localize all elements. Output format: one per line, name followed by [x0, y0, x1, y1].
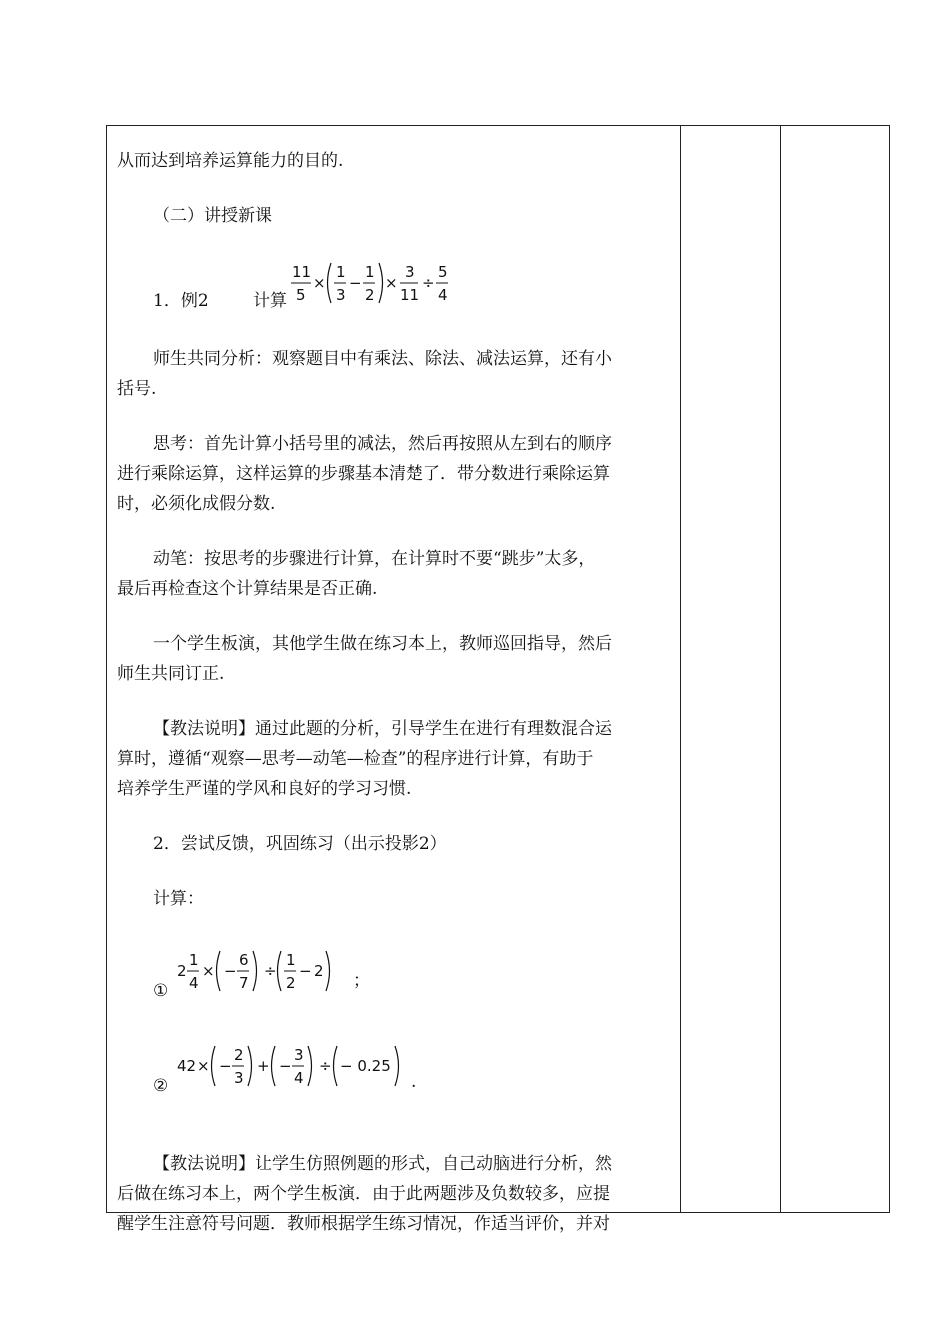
decimal-value: − 0.25	[340, 1057, 391, 1075]
divide-sign: ÷	[264, 962, 277, 980]
fraction-denominator: 2	[365, 286, 375, 304]
text-line: 思考：首先计算小括号里的减法，然后再按照从左到右的顺序	[153, 434, 612, 454]
problem-2-formula	[175, 1041, 405, 1093]
plus-sign: +	[257, 1057, 270, 1075]
problem-1	[153, 946, 673, 1006]
text-line: 括号.	[117, 379, 157, 399]
integer-two: 2	[314, 962, 324, 980]
times-sign: ×	[313, 274, 326, 292]
minus-sign: −	[349, 274, 362, 292]
text-line: 一个学生板演，其他学生做在练习本上，教师巡回指导，然后	[153, 634, 612, 654]
problem-1-formula	[175, 946, 345, 998]
calc-label: 计算	[253, 291, 287, 311]
fraction-numerator: 1	[189, 951, 199, 969]
fraction-denominator: 3	[336, 286, 346, 304]
text-line: 后做在练习本上，两个学生板演．由于此两题涉及负数较多，应提	[117, 1184, 610, 1204]
problem-marker: ②	[153, 1076, 169, 1096]
fraction-numerator: 6	[239, 951, 249, 969]
times-sign: ×	[202, 962, 215, 980]
text-line: 动笔：按思考的步骤进行计算，在计算时不要“跳步”太多，	[153, 549, 596, 569]
text-line: 计算：	[153, 889, 204, 909]
times-sign: ×	[197, 1057, 210, 1075]
fraction-denominator: 4	[438, 286, 448, 304]
example-formula	[291, 258, 461, 310]
example-2-line	[153, 263, 673, 316]
text-line: 【教法说明】通过此题的分析，引导学生在进行有理数混合运	[153, 719, 612, 739]
fraction-numerator: 5	[438, 263, 448, 281]
negative-sign: −	[279, 1057, 292, 1075]
text-line: 培养学生严谨的学风和良好的学习习惯.	[117, 779, 412, 799]
fraction-numerator: 11	[292, 263, 312, 281]
text-line: 从而达到培养运算能力的目的.	[117, 151, 344, 171]
divide-sign: ÷	[422, 274, 435, 292]
lesson-table	[106, 125, 890, 1234]
text-line: 算时，遵循“观察—思考—动笔—检查”的程序进行计算，有助于	[117, 749, 594, 769]
problem-end-mark: .	[411, 1072, 417, 1092]
fraction-numerator: 1	[286, 951, 296, 969]
negative-sign: −	[224, 962, 237, 980]
example-label: 1．例2	[153, 291, 209, 311]
section-heading: （二）讲授新课	[153, 206, 272, 226]
fraction-denominator: 7	[239, 974, 249, 992]
fraction-denominator: 5	[296, 286, 306, 304]
fraction-numerator: 3	[405, 263, 415, 281]
fraction-numerator: 1	[336, 263, 346, 281]
times-sign: ×	[385, 274, 398, 292]
whole-number: 2	[177, 962, 187, 980]
column-divider-2	[780, 126, 781, 1212]
text-line: 2．尝试反馈，巩固练习（出示投影2）	[153, 834, 447, 854]
integer-42: 42	[177, 1057, 197, 1075]
fraction-denominator: 4	[294, 1069, 304, 1087]
text-line: 师生共同订正.	[117, 664, 225, 684]
text-line: 最后再检查这个计算结果是否正确.	[117, 579, 378, 599]
problem-end-mark: ；	[353, 971, 370, 991]
fraction-numerator: 2	[234, 1046, 244, 1064]
fraction-numerator: 3	[294, 1046, 304, 1064]
divide-sign: ÷	[319, 1057, 332, 1075]
text-line: 师生共同分析：观察题目中有乘法、除法、减法运算，还有小	[153, 349, 612, 369]
fraction-numerator: 1	[365, 263, 375, 281]
negative-sign: −	[219, 1057, 232, 1075]
fraction-denominator: 11	[400, 286, 420, 304]
fraction-denominator: 4	[189, 974, 199, 992]
text-line: 时，必须化成假分数.	[117, 494, 276, 514]
column-divider-1	[680, 126, 681, 1212]
text-line: 【教法说明】让学生仿照例题的形式，自己动脑进行分析，然	[153, 1154, 612, 1174]
fraction-denominator: 2	[286, 974, 296, 992]
problem-2	[153, 1041, 673, 1101]
minus-sign: −	[299, 962, 312, 980]
fraction-denominator: 3	[234, 1069, 244, 1087]
text-line: 醒学生注意符号问题．教师根据学生练习情况，作适当评价，并对	[117, 1214, 610, 1234]
problem-marker: ①	[153, 981, 169, 1001]
text-line: 进行乘除运算，这样运算的步骤基本清楚了．带分数进行乘除运算	[117, 464, 610, 484]
